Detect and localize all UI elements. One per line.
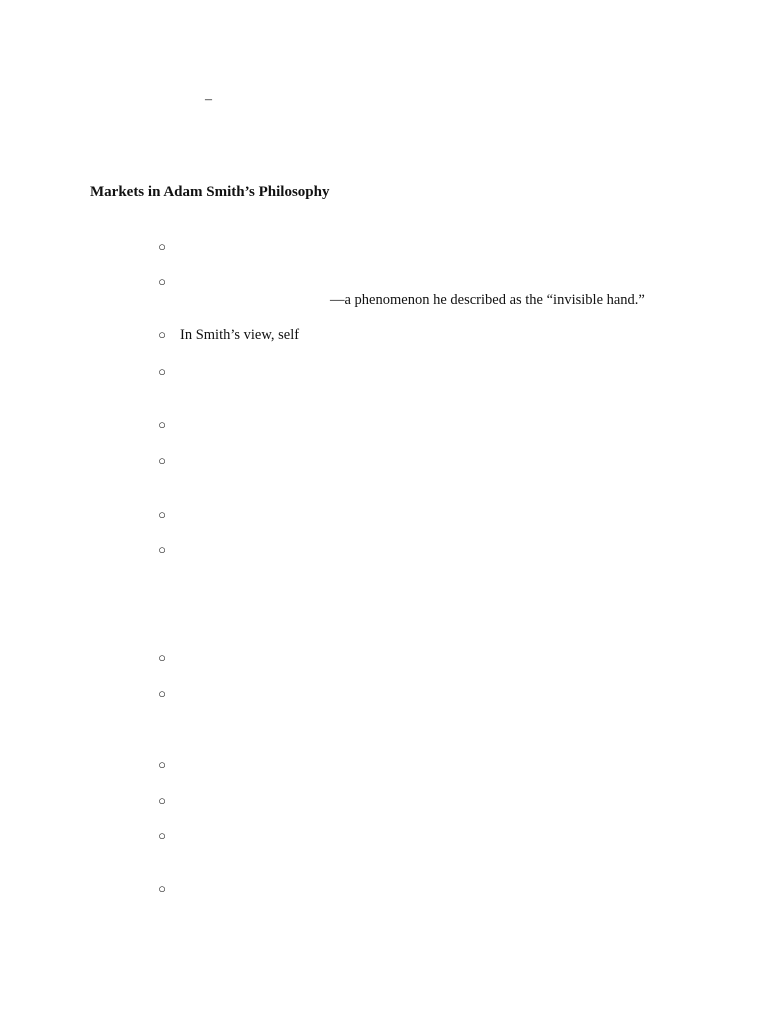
list-bullet: ○ xyxy=(158,239,166,254)
list-bullet: ○ xyxy=(158,542,166,557)
dash-mark: – xyxy=(205,92,212,107)
list-bullet: ○ xyxy=(158,453,166,468)
list-bullet: ○ xyxy=(158,828,166,843)
list-bullet: ○ xyxy=(158,327,166,342)
bullet-text-invisible-hand: —a phenomenon he described as the “invisible hand.” xyxy=(330,292,645,308)
list-bullet: ○ xyxy=(158,881,166,896)
section-heading: Markets in Adam Smith’s Philosophy xyxy=(90,184,330,200)
list-bullet: ○ xyxy=(158,793,166,808)
list-bullet: ○ xyxy=(158,507,166,522)
list-bullet: ○ xyxy=(158,274,166,289)
list-bullet: ○ xyxy=(158,757,166,772)
bullet-text-smith-view: In Smith’s view, self xyxy=(180,327,300,343)
list-bullet: ○ xyxy=(158,364,166,379)
list-bullet: ○ xyxy=(158,650,166,665)
list-bullet: ○ xyxy=(158,686,166,701)
list-bullet: ○ xyxy=(158,417,166,432)
